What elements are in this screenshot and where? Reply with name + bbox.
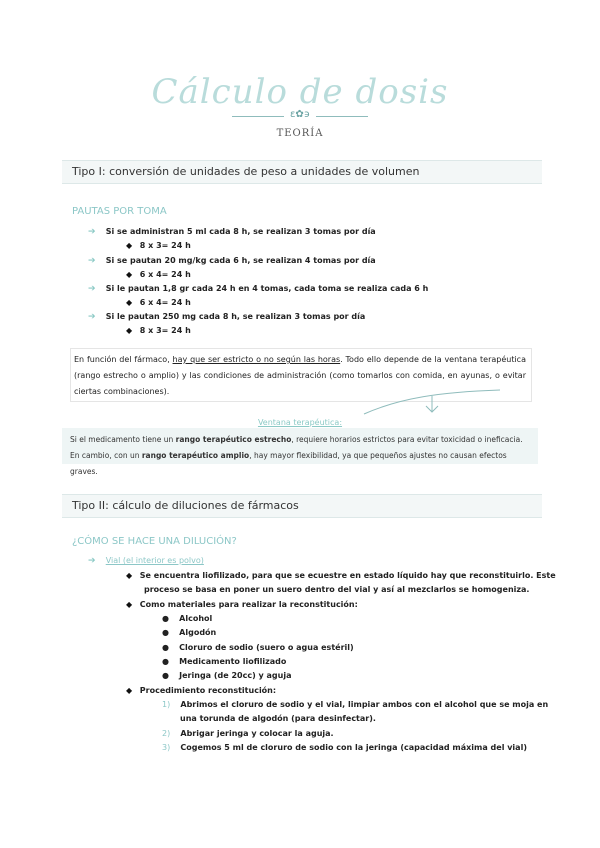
diamond-bullet-icon: ◆ [126,571,133,580]
note-text: En función del fármaco, hay que ser estricto o no según las horas. Todo ello depende de la ventana terapéutica (rango estrecho o amplio) y las condiciones de administración (como tomarlos con comida, en ayunas, o evitar ciertas combinaciones). [74,355,526,396]
list-subitem: ◆ 8 x 3= 24 h [126,241,191,250]
arrow-right-icon: ➔ [88,227,96,237]
list-item: ● Jeringa (de 20cc) y aguja [162,671,292,680]
vial-bullet-2: ◆ Como materiales para realizar la reconstitución: [126,600,358,609]
diamond-bullet-icon: ◆ [126,326,133,335]
dot-bullet-icon: ● [162,671,169,680]
arrow-right-icon: ➔ [88,256,96,266]
tipo2-heading: Tipo II: cálculo de diluciones de fármacos [72,499,299,512]
curved-arrow-icon [360,388,510,420]
diamond-bullet-icon: ◆ [126,298,133,307]
page-subtitle: TEORÍA [276,128,324,139]
diamond-bullet-icon: ◆ [126,270,133,279]
vial-bullet-1-cont: proceso se basa en poner un suero dentro del vial y así al mezclarlos se homogeniza. [144,585,530,594]
arrow-right-icon: ➔ [88,312,96,322]
dilucion-section-label: ¿CÓMO SE HACE UNA DILUCIÓN? [72,536,237,547]
list-subitem: ◆ 8 x 3= 24 h [126,326,191,335]
diamond-bullet-icon: ◆ [126,686,133,695]
vial-item: ➔ Vial (el interior es polvo) [88,556,204,566]
page-title: Cálculo de dosis [151,72,449,112]
list-item: ➔ Si le pautan 1,8 gr cada 24 h en 4 tomas, cada toma se realiza cada 6 h [88,284,429,294]
vial-bullet-1: ◆ Se encuentra liofilizado, para que se ecuestre en estado líquido hay que reconstituirlo. Este [126,571,556,580]
list-subitem: ◆ 6 x 4= 24 h [126,298,191,307]
diamond-bullet-icon: ◆ [126,600,133,609]
list-item: ● Medicamento liofilizado [162,657,287,666]
diamond-bullet-icon: ◆ [126,241,133,250]
list-item: 3) Cogemos 5 ml de cloruro de sodio con la jeringa (capacidad máxima del vial) [162,743,527,752]
list-item: ● Cloruro de sodio (suero o agua estéril) [162,643,354,652]
dot-bullet-icon: ● [162,657,169,666]
vial-bullet-3: ◆ Procedimiento reconstitución: [126,686,277,695]
dot-bullet-icon: ● [162,628,169,637]
ornament-icon: ε✿϶ [290,109,310,120]
list-item: ➔ Si le pautan 250 mg cada 8 h, se realizan 3 tomas por día [88,312,366,322]
title-divider-right [316,116,368,117]
title-divider-left [232,116,284,117]
list-item: ➔ Si se pautan 20 mg/kg cada 6 h, se realizan 4 tomas por día [88,256,376,266]
list-item: ● Alcohol [162,614,213,623]
tipo1-heading: Tipo I: conversión de unidades de peso a unidades de volumen [72,165,420,178]
ventana-label: Ventana terapéutica: [257,418,343,427]
list-item: 1) Abrimos el cloruro de sodio y el vial, limpiar ambos con el alcohol que se moja en [162,700,549,709]
list-item: ➔ Si se administran 5 ml cada 8 h, se realizan 3 tomas por día [88,227,376,237]
arrow-right-icon: ➔ [88,284,96,294]
list-item: 2) Abrigar jeringa y colocar la aguja. [162,729,334,738]
ventana-text: Si el medicamento tiene un rango terapéutico estrecho, requiere horarios estrictos para evitar toxicidad o ineficacia. En cambio, con un rango terapéutico amplio, hay mayor flexibilidad, ya que pequeños ajustes no causan efectos graves. [70,435,523,476]
list-item-cont: una torunda de algodón (para desinfectar). [180,714,376,723]
dot-bullet-icon: ● [162,643,169,652]
pautas-section-label: PAUTAS POR TOMA [72,206,167,217]
list-item: ● Algodón [162,628,217,637]
list-subitem: ◆ 6 x 4= 24 h [126,270,191,279]
arrow-right-icon: ➔ [88,556,96,566]
dot-bullet-icon: ● [162,614,169,623]
